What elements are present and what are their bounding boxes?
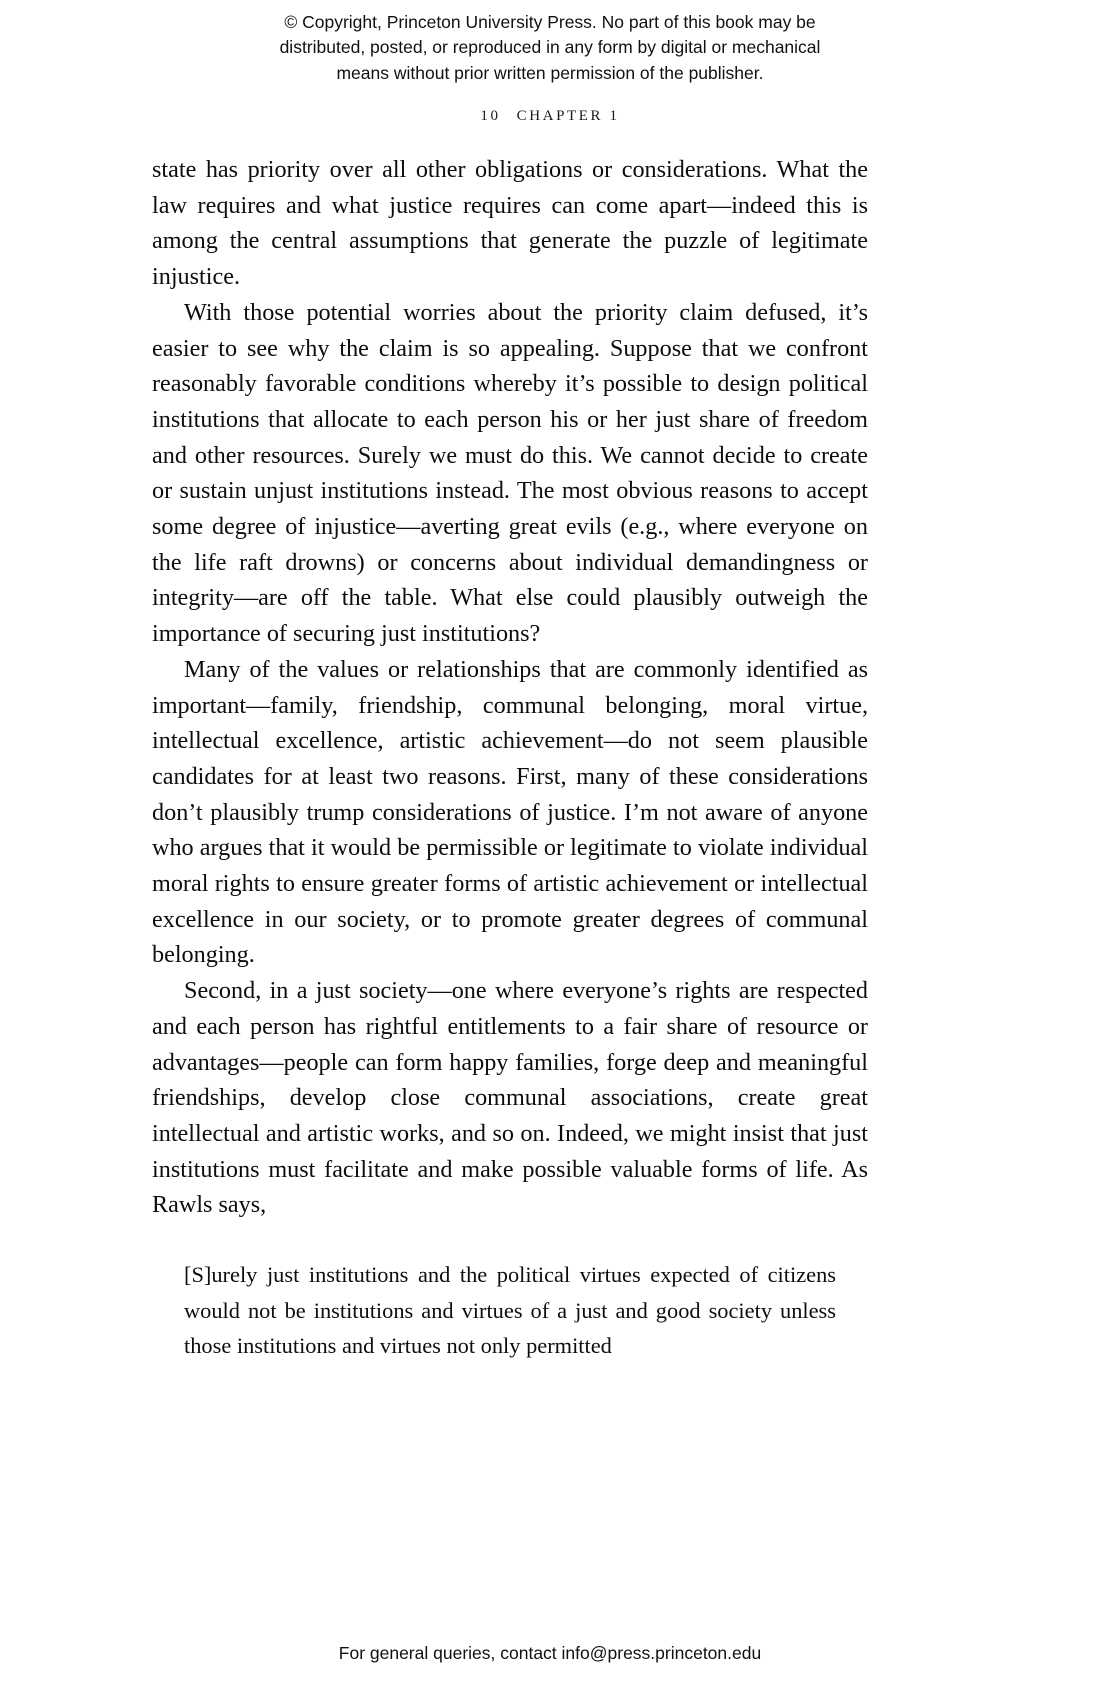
paragraph: Second, in a just society—one where everyone’s rights are respected and each person has rightful entitlements to a fair share of resource or advantages—people can form happy families, forge deep and meaningful friendships, develop close communal associations, create great intellectual and artistic works, and so on. Indeed, we might insist that just institutions must facilitate and make possible valuable forms of life. As Rawls says,: [152, 977, 868, 1219]
copyright-line-2: distributed, posted, or reproduced in any form by digital or mechanical: [279, 37, 821, 58]
paragraph: Many of the values or relationships that are commonly identified as important—family, friendship, communal belonging, moral virtue, intellectual excellence, artistic achievement—do not seem plausible candidates for at least two reasons. First, many of these considerations don’t plausibly trump considerations of justice. I’m not aware of anyone who argues that it would be permissible or legitimate to violate individual moral rights to ensure greater forms of artistic achievement or intellectual excellence in our society, or to promote greater degrees of communal belonging.: [152, 655, 868, 969]
page-number: 10: [480, 108, 501, 124]
copyright-line-1: © Copyright, Princeton University Press. No part of this book may be: [284, 12, 816, 32]
block-quote-text: [S]urely just institutions and the political virtues expected of citizens would not be institutions and virtues of a just and good society unless those institutions and virtues not only permitted: [184, 1262, 836, 1359]
body-text-column: [152, 152, 868, 1364]
footer-contact: For general queries, contact info@press.princeton.edu: [338, 1643, 762, 1663]
copyright-notice: [0, 10, 1100, 86]
block-quote: [152, 1257, 836, 1364]
paragraph: With those potential worries about the priority claim defused, it’s easier to see why the claim is so appealing. Suppose that we confront reasonably favorable conditions whereby it’s possible to design political institutions that allocate to each person his or her just share of freedom and other resources. Surely we must do this. We cannot decide to create or sustain unjust institutions instead. The most obvious reasons to accept some degree of injustice—averting great evils (e.g., where everyone on the life raft drowns) or concerns about individual demandingness or integrity—are off the table. What else could plausibly outweigh the importance of securing just institutions?: [152, 298, 868, 648]
chapter-label: CHAPTER 1: [516, 108, 620, 124]
running-head: [0, 108, 1100, 125]
paragraph: state has priority over all other obligations or considerations. What the law requires and what justice requires can come apart—indeed this is among the central assumptions that generate the puzzle of legitimate injustice.: [152, 156, 868, 291]
copyright-line-3: means without prior written permission of the publisher.: [336, 62, 764, 83]
